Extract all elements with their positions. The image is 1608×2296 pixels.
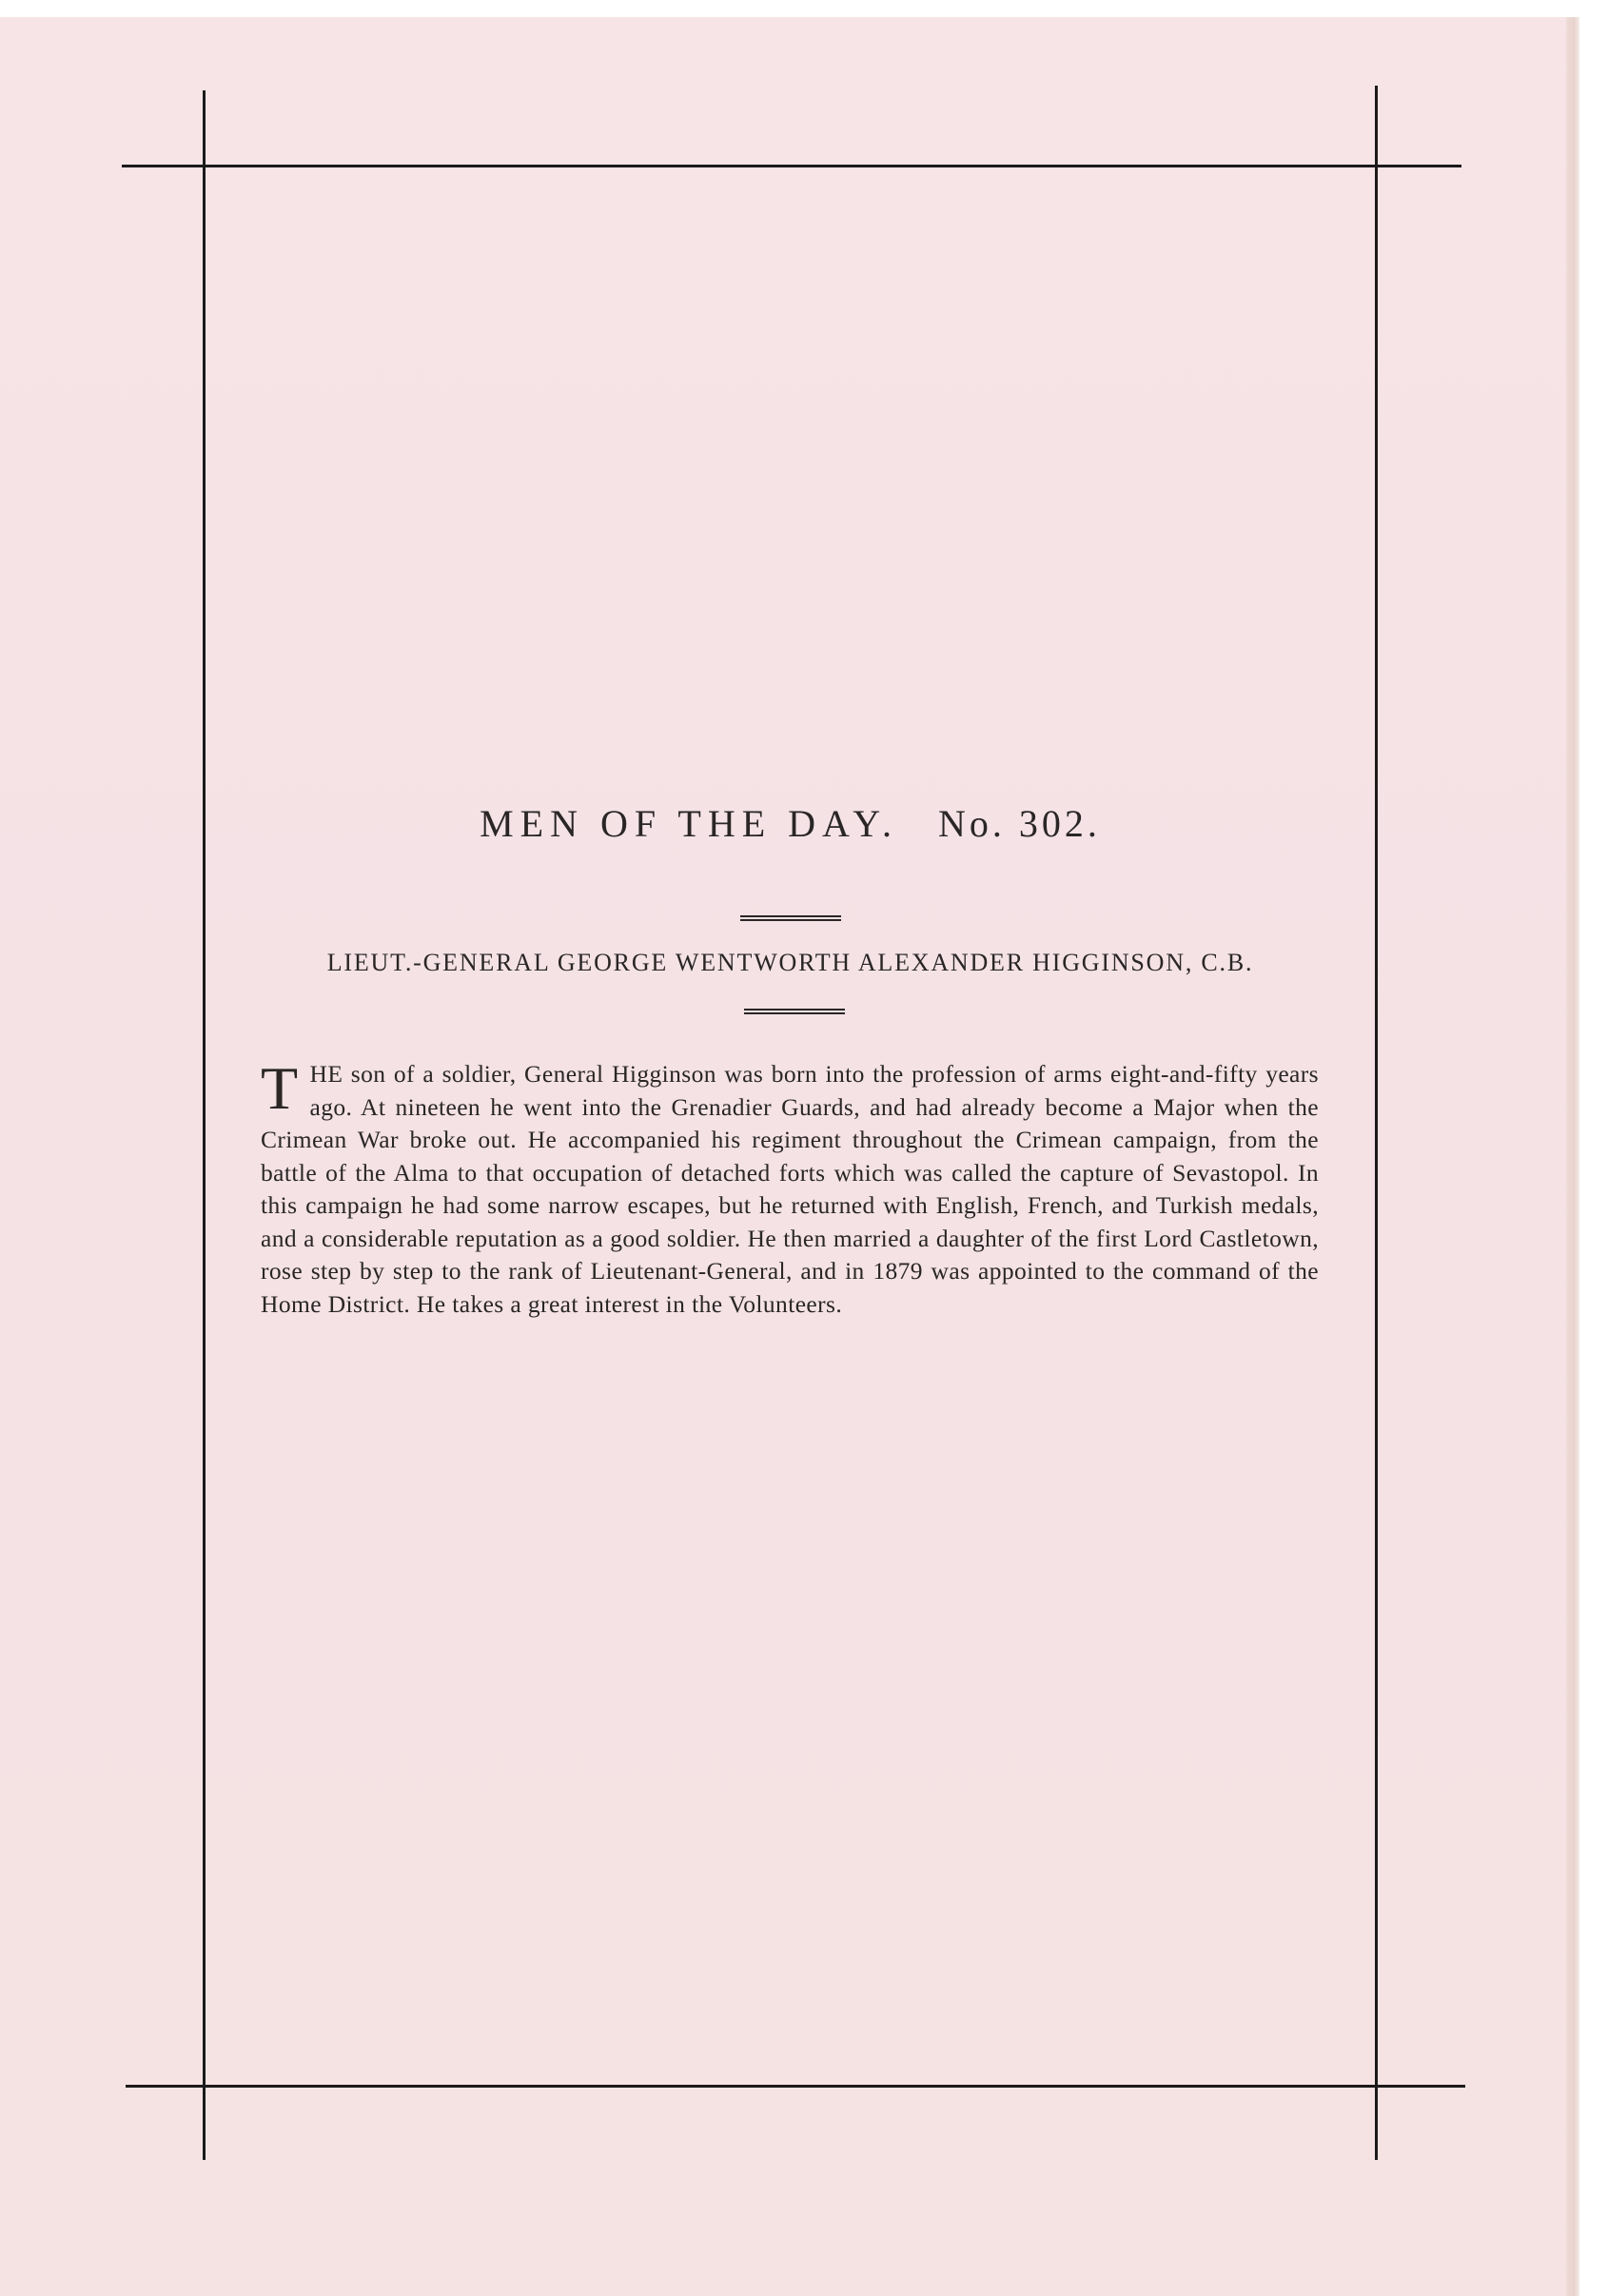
- border-top-line: [122, 165, 1461, 167]
- border-right-line: [1375, 86, 1378, 2160]
- drop-cap: T: [261, 1054, 299, 1122]
- biography-text: HE son of a soldier, General Higginson was born into the profession of arms eight-and-fifty years ago. At nineteen he went into the Grenadier Guards, and had already become a Major when the Crimean War broke out. He accompanied his regiment throughout the Crimean campaign, from the battle of the Alma to that occupation of detached forts which was called the capture of Sevastopol. In this campaign he had some narrow escapes, but he returned with English, French, and Turkish medals, and a considerable reputation as a good soldier. He then married a daughter of the first Lord Castletown, rose step by step to the rank of Lieutenant-General, and in 1879 was appointed to the command of the Home District. He takes a great interest in the Volunteers.: [261, 1060, 1319, 1318]
- ornament-rule-bottom: [744, 1009, 845, 1014]
- paper-edge: [1566, 17, 1579, 2296]
- subject-name: LIEUT.-GENERAL GEORGE WENTWORTH ALEXANDER HIGGINSON, C.B.: [326, 949, 1254, 976]
- page-title: [203, 801, 1378, 846]
- issue-number: No. 302.: [938, 802, 1101, 845]
- border-bottom-line: [126, 2085, 1465, 2088]
- biography-paragraph: [261, 1054, 1319, 1321]
- title-text: MEN OF THE DAY.: [480, 802, 898, 845]
- border-left-line: [203, 90, 206, 2160]
- ornament-rule-top: [740, 915, 841, 921]
